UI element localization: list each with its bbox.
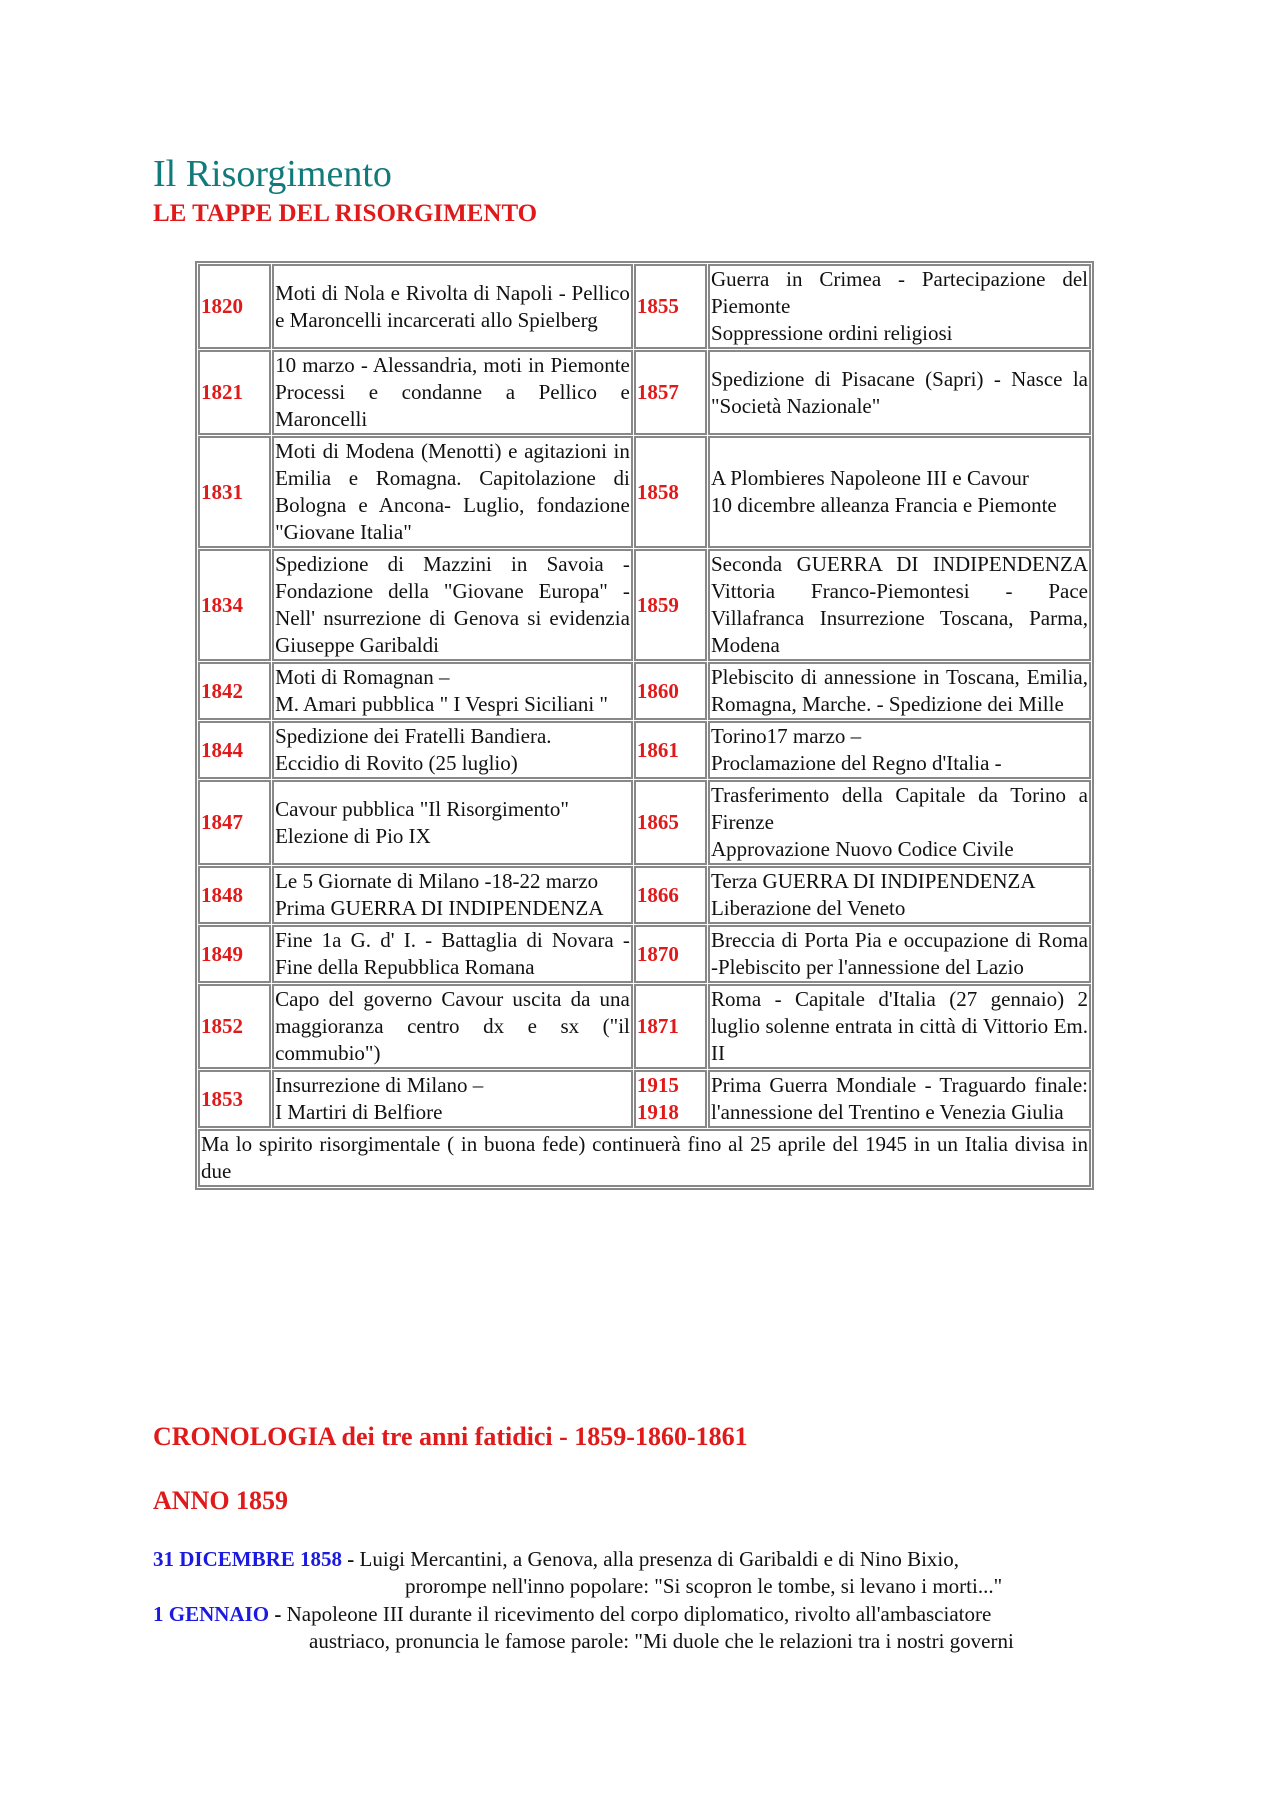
- year-cell: 1852: [198, 984, 271, 1069]
- year-cell: 1915 1918: [634, 1070, 707, 1128]
- page-title: Il Risorgimento: [153, 153, 392, 195]
- year-cell: 1831: [198, 436, 271, 548]
- table-row: [198, 866, 1091, 924]
- entry-text-line2: austriaco, pronuncia le famose parole: "Mi duole che le relazioni tra i nostri governi: [309, 1629, 1014, 1653]
- table-row: [198, 721, 1091, 779]
- chronology-entry: [153, 1601, 1133, 1655]
- year-cell: 1820: [198, 264, 271, 349]
- entry-date: 1 GENNAIO: [153, 1602, 270, 1626]
- year-cell: 1857: [634, 350, 707, 435]
- year-cell: 1860: [634, 662, 707, 720]
- event-cell: Plebiscito di annessione in Toscana, Emilia, Romagna, Marche. - Spedizione dei Mille: [708, 662, 1091, 720]
- timeline-table: [195, 261, 1094, 1190]
- section-title: CRONOLOGIA dei tre anni fatidici - 1859-1860-1861: [153, 1422, 748, 1451]
- table-row: [198, 662, 1091, 720]
- table-row: [198, 780, 1091, 865]
- event-cell: Terza GUERRA DI INDIPENDENZA Liberazione del Veneto: [708, 866, 1091, 924]
- year-cell: 1861: [634, 721, 707, 779]
- table-row: [198, 264, 1091, 349]
- event-cell: Moti di Nola e Rivolta di Napoli - Pellico e Maroncelli incarcerati allo Spielberg: [272, 264, 633, 349]
- event-cell: Moti di Modena (Menotti) e agitazioni in Emilia e Romagna. Capitolazione di Bologna e Ancona- Luglio, fondazione "Giovane Italia": [272, 436, 633, 548]
- year-cell: 1834: [198, 549, 271, 661]
- table-row: [198, 925, 1091, 983]
- year-cell: 1847: [198, 780, 271, 865]
- year-cell: 1870: [634, 925, 707, 983]
- table-row: [198, 984, 1091, 1069]
- event-cell: Cavour pubblica "Il Risorgimento" Elezione di Pio IX: [272, 780, 633, 865]
- year-cell: 1855: [634, 264, 707, 349]
- year-cell: 1865: [634, 780, 707, 865]
- table-row: [198, 350, 1091, 435]
- year-cell: 1853: [198, 1070, 271, 1128]
- entry-dash: -: [342, 1547, 360, 1571]
- timeline-table-body: [198, 264, 1091, 1187]
- event-cell: Spedizione dei Fratelli Bandiera. Eccidio di Rovito (25 luglio): [272, 721, 633, 779]
- event-cell: Spedizione di Mazzini in Savoia - Fondazione della "Giovane Europa" - Nell' nsurrezione di Genova si evidenzia Giuseppe Garibaldi: [272, 549, 633, 661]
- event-cell: Trasferimento della Capitale da Torino a Firenze Approvazione Nuovo Codice Civile: [708, 780, 1091, 865]
- entry-text-line2: prorompe nell'inno popolare: "Si scopron le tombe, si levano i morti...": [405, 1574, 1003, 1598]
- year-cell: 1866: [634, 866, 707, 924]
- event-cell: Le 5 Giornate di Milano -18-22 marzo Prima GUERRA DI INDIPENDENZA: [272, 866, 633, 924]
- event-cell: Guerra in Crimea - Partecipazione del Piemonte Soppressione ordini religiosi: [708, 264, 1091, 349]
- year-cell: 1859: [634, 549, 707, 661]
- event-cell: Capo del governo Cavour uscita da una maggioranza centro dx e sx ("il commubio"): [272, 984, 633, 1069]
- table-row: [198, 1070, 1091, 1128]
- entry-dash: -: [269, 1602, 287, 1626]
- entry-text-line1: Luigi Mercantini, a Genova, alla presenza di Garibaldi e di Nino Bixio,: [359, 1547, 959, 1571]
- event-cell: Seconda GUERRA DI INDIPENDENZA Vittoria Franco-Piemontesi - Pace Villafranca Insurrezione Toscana, Parma, Modena: [708, 549, 1091, 661]
- year-cell: 1849: [198, 925, 271, 983]
- event-cell: Insurrezione di Milano – I Martiri di Belfiore: [272, 1070, 633, 1128]
- year-cell: 1842: [198, 662, 271, 720]
- event-cell: Fine 1a G. d' I. - Battaglia di Novara - Fine della Repubblica Romana: [272, 925, 633, 983]
- year-cell: 1858: [634, 436, 707, 548]
- event-cell: Breccia di Porta Pia e occupazione di Roma -Plebiscito per l'annessione del Lazio: [708, 925, 1091, 983]
- year-cell: 1871: [634, 984, 707, 1069]
- page-subtitle: LE TAPPE DEL RISORGIMENTO: [153, 200, 538, 227]
- event-cell: A Plombieres Napoleone III e Cavour 10 dicembre alleanza Francia e Piemonte: [708, 436, 1091, 548]
- table-row: [198, 436, 1091, 548]
- event-cell: Torino17 marzo – Proclamazione del Regno d'Italia -: [708, 721, 1091, 779]
- year-cell: 1844: [198, 721, 271, 779]
- entry-text-line1: Napoleone III durante il ricevimento del corpo diplomatico, rivolto all'ambasciatore: [286, 1602, 992, 1626]
- event-cell: Moti di Romagnan – M. Amari pubblica " I Vespri Siciliani ": [272, 662, 633, 720]
- event-cell: Prima Guerra Mondiale - Traguardo finale: l'annessione del Trentino e Venezia Giulia: [708, 1070, 1091, 1128]
- event-cell: 10 marzo - Alessandria, moti in Piemonte Processi e condanne a Pellico e Maroncelli: [272, 350, 633, 435]
- table-footer-note: Ma lo spirito risorgimentale ( in buona fede) continuerà fino al 25 aprile del 1945 in un Italia divisa in due: [198, 1129, 1091, 1187]
- year-cell: 1821: [198, 350, 271, 435]
- year-heading: ANNO 1859: [153, 1486, 289, 1515]
- entry-date: 31 DICEMBRE 1858: [153, 1547, 343, 1571]
- year-cell: 1848: [198, 866, 271, 924]
- table-row: [198, 549, 1091, 661]
- event-cell: Spedizione di Pisacane (Sapri) - Nasce la "Società Nazionale": [708, 350, 1091, 435]
- table-footer-row: [198, 1129, 1091, 1187]
- event-cell: Roma - Capitale d'Italia (27 gennaio) 2 luglio solenne entrata in città di Vittorio Em. II: [708, 984, 1091, 1069]
- chronology-entry: [153, 1546, 1133, 1600]
